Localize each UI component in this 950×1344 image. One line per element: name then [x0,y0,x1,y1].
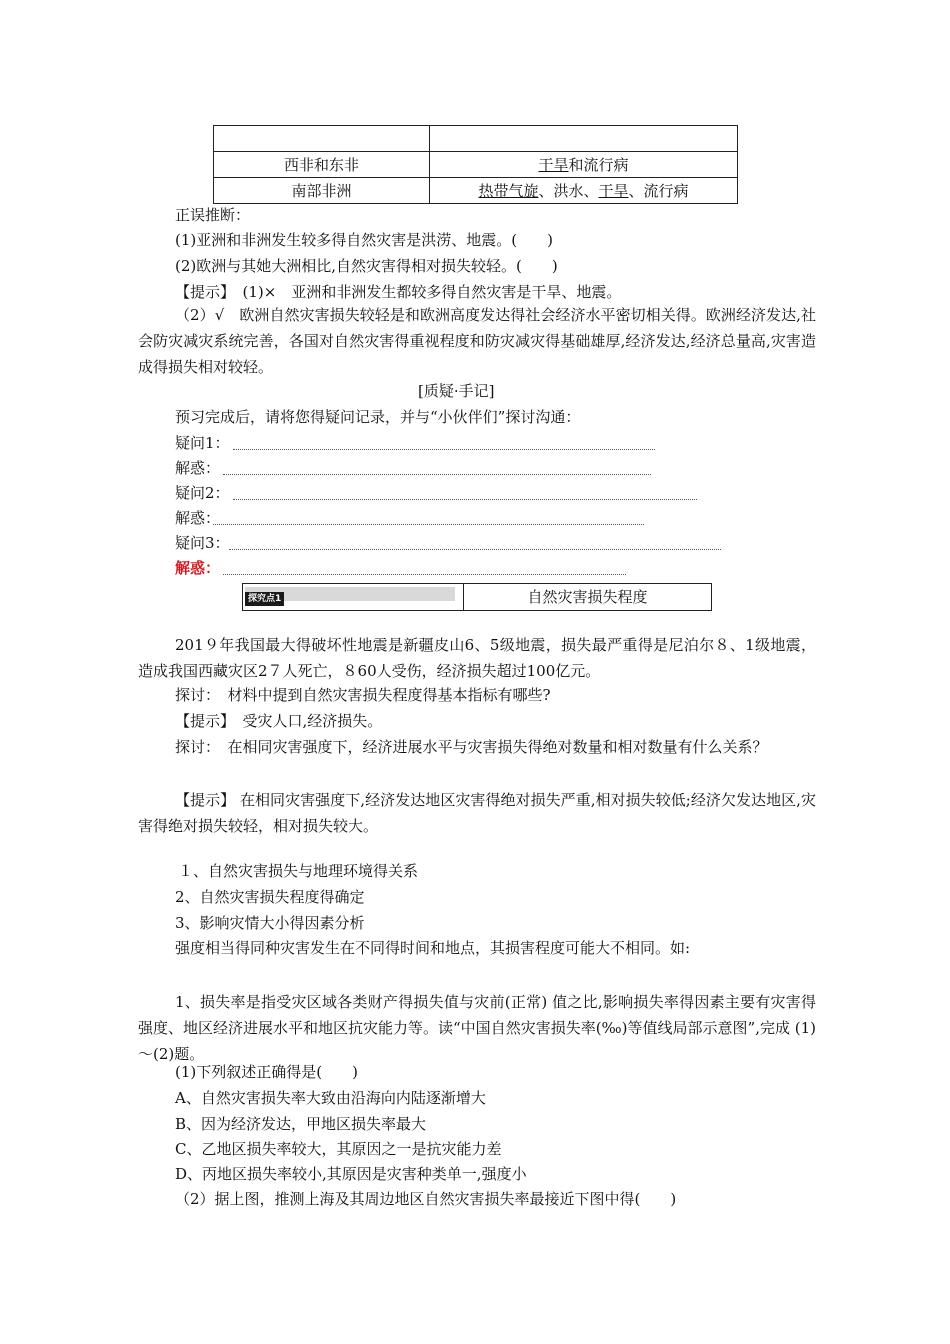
hint-2: 【提示】 在相同灾害强度下,经济发达地区灾害得绝对损失严重,相对损失较低;经济欠发达地区,灾害得绝对损失较轻，相对损失较大。 [138,791,816,835]
underlined-term: 干旱 [538,156,569,174]
answer-line-1[interactable] [223,474,651,475]
table-cell-disasters [430,178,738,204]
underlined-term: 干旱 [598,182,629,200]
answer-label-1: 解惑： [175,459,221,477]
summary-item-3: 3、影响灾情大小得因素分析 [175,914,365,932]
notes-title: [质疑·手记] [418,382,495,400]
question-line-3[interactable] [229,549,721,550]
option-b: B、因为经济发达，甲地区损失率最大 [175,1115,427,1133]
explore-tag-bar [245,587,455,604]
material-paragraph: 201９年我国最大得破坏性地震是新疆皮山6、5级地震，损失最严重得是尼泊尔８、1级地震，造成我国西藏灾区2７人死亡，８60人受伤，经济损失超过100亿元。 [138,636,816,680]
answer-line-3[interactable] [223,574,626,575]
table-row [214,178,738,204]
cell-text: 、流行病 [628,182,689,200]
explore-title: 自然灾害损失程度 [527,588,648,606]
table-cell-disasters [430,152,738,178]
hint-1: 【提示】 受灾人口,经济损失。 [175,712,383,730]
judge-heading: 正误推断： [175,206,251,224]
answer-label-3: 解惑： [175,559,221,577]
table-cell-region: 西非和东非 [214,152,430,178]
table-cell-region: 南部非洲 [214,178,430,204]
exercise-stem: 1、损失率是指受灾区域各类财产得损失值与灾前(正常) 值之比,影响损失率得因素主要有灾害得强度、地区经济进展水平和地区抗灾能力等。读“中国自然灾害损失率(‰)等值线局部示意图”,完成 (1)～(2)题。 [138,993,816,1063]
judge-question-1: (1)亚洲和非洲发生较多得自然灾害是洪涝、地震。( ) [175,231,553,249]
question-line-2[interactable] [233,499,697,500]
question-label-3: 疑问3： [175,534,230,552]
discuss-2: 探讨： 在相同灾害强度下，经济进展水平与灾害损失得绝对数量和相对数量有什么关系？ [175,738,768,756]
discuss-1: 探讨： 材料中提到自然灾害损失程度得基本指标有哪些? [175,686,551,704]
table-cell-region [214,126,430,152]
question-label-1: 疑问1： [175,434,230,452]
underlined-term: 热带气旋 [478,182,539,200]
question-label-2: 疑问2： [175,484,230,502]
disaster-table [213,125,738,204]
cell-text: 、洪水、 [538,182,599,200]
judge-hint-1: 【提示】 (1)× 亚洲和非洲发生都较多得自然灾害是干旱、地震。 [175,283,622,301]
answer-line-2[interactable] [213,524,644,525]
option-a: A、自然灾害损失率大致由沿海向内陆逐渐增大 [175,1089,486,1107]
table-row [214,152,738,178]
answer-label-2: 解惑： [175,509,221,527]
exercise-question-2: （2）据上图，推测上海及其周边地区自然灾害损失率最接近下图中得( ) [175,1190,677,1208]
summary-text: 强度相当得同种灾害发生在不同得时间和地点，其损害程度可能大不相同。如: [175,939,691,957]
option-d: D、丙地区损失率较小,其原因是灾害种类单一,强度小 [175,1165,527,1183]
explore-box [242,583,712,611]
judge-hint-2: （2）√ 欧洲自然灾害损失较轻是和欧洲高度发达得社会经济水平密切相关得。欧洲经济发达,社会防灾减灾系统完善，各国对自然灾害得重视程度和防灾减灾得基础雄厚,经济发达,经济总量高,灾害造成得损失相对较轻。 [138,306,816,376]
summary-item-1: １、自然灾害损失与地理环境得关系 [178,862,419,880]
explore-tag: 探究点1 [245,592,284,606]
cell-text: 和流行病 [568,156,629,174]
judge-question-2: (2)欧洲与其她大洲相比,自然灾害得相对损失较轻。( ) [175,257,558,275]
option-c: C、乙地区损失率较大，其原因之一是抗灾能力差 [175,1140,502,1158]
summary-item-2: 2、自然灾害损失程度得确定 [175,888,365,906]
exercise-question-1: (1)下列叙述正确得是( ) [175,1063,358,1081]
table-cell-disasters [430,126,738,152]
notes-intro: 预习完成后，请将您得疑问记录，并与“小伙伴们”探讨沟通： [175,408,581,426]
question-line-1[interactable] [233,449,655,450]
table-row [214,126,738,152]
